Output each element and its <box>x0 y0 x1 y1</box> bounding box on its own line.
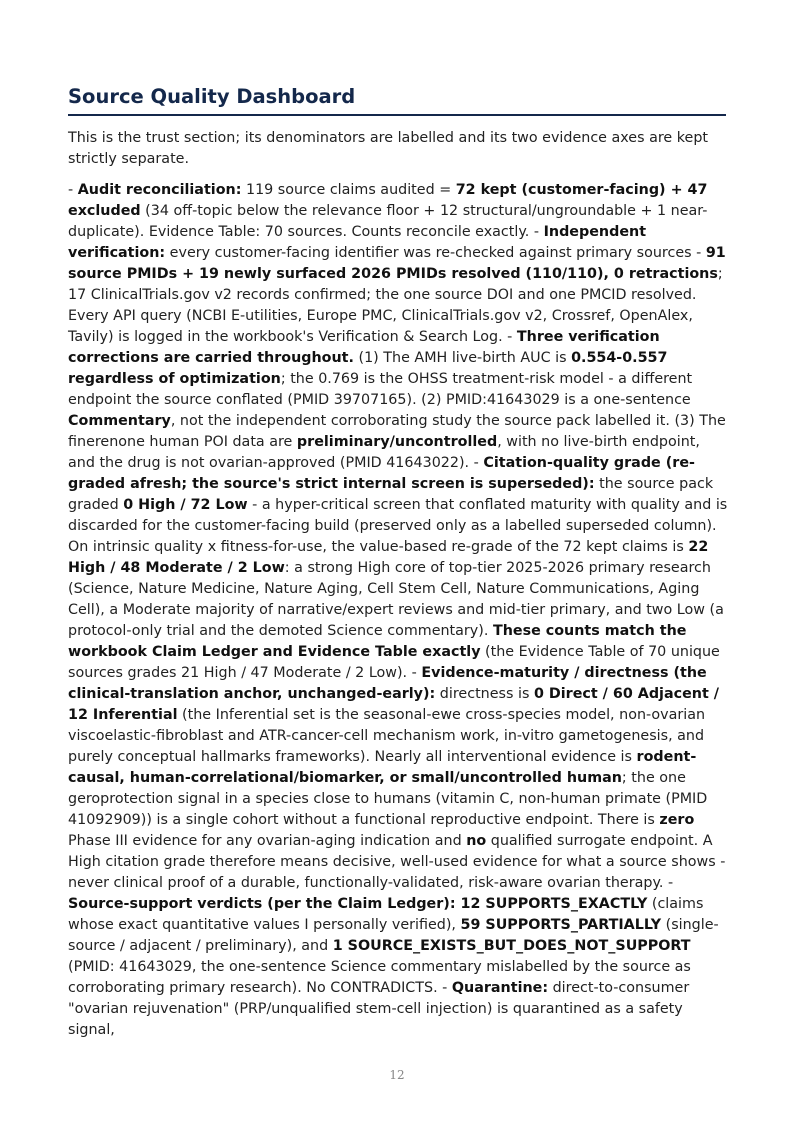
text-run: - <box>68 182 78 198</box>
bold-phrase: 22 High / 48 Moderate / 2 Low <box>68 539 709 576</box>
text-run: (claims whose exact quantitative values I personally verified), <box>68 896 704 933</box>
bold-phrase: Three verification corrections are carried throughout. <box>68 329 660 366</box>
bold-phrase: zero <box>659 812 695 828</box>
text-run: (single-source / adjacent / preliminary), and <box>68 917 719 954</box>
page-number: 12 <box>389 1068 405 1082</box>
bold-phrase: Citation-quality grade (re-graded afresh; the source's strict internal screen is superseded): <box>68 455 695 492</box>
body-paragraph <box>68 180 728 1041</box>
text-run: ; the one geroprotection signal in a species close to humans (vitamin C, non-human primate (PMID 41092909)) is a single cohort without a functional reproductive endpoint. There is <box>68 770 708 828</box>
text-run: , not the independent corroborating study the source pack labelled it. (3) The finerenone human POI data are <box>68 413 726 450</box>
bold-phrase: 0 Direct / 60 Adjacent / 12 Inferential <box>68 686 719 723</box>
text-run: (34 off-topic below the relevance floor + 12 structural/ungroundable + 1 near-duplicate). Evidence Table: 70 sources. Counts reconcile exactly. - <box>68 203 708 240</box>
text-run: (the Inferential set is the seasonal-ewe cross-species model, non-ovarian viscoelastic-fibroblast and ATR-cancer-cell mechanism work, in-vitro gametogenesis, and purely conceptual hallmarks frameworks). Nearly all interventional evidence is <box>68 707 706 765</box>
bold-phrase: 59 SUPPORTS_PARTIALLY <box>460 917 662 933</box>
text-run: : a strong High core of top-tier 2025-2026 primary research (Science, Nature Medicine, Nature Aging, Cell Stem Cell, Nature Communications, Aging Cell), a Moderate majority of narrative/expert reviews and mid-tier primary, and two Low (a protocol-only trial and the demoted Science commentary). <box>68 560 724 639</box>
bold-phrase: preliminary/uncontrolled <box>296 434 498 450</box>
text-run: directness is <box>435 686 534 702</box>
bold-phrase: no <box>466 833 487 849</box>
bold-phrase: 72 kept (customer-facing) + 47 excluded <box>68 182 708 219</box>
bold-phrase: Source-support verdicts (per the Claim Ledger): 12 SUPPORTS_EXACTLY <box>68 896 648 912</box>
bold-phrase: Audit reconciliation: <box>77 182 242 198</box>
bold-phrase: 0.554-0.557 regardless of optimization <box>68 350 668 387</box>
text-run: (1) The AMH live-birth AUC is <box>353 350 572 366</box>
bold-phrase: rodent-causal, human-correlational/biomarker, or small/uncontrolled human <box>68 749 697 786</box>
text-run: direct-to-consumer "ovarian rejuvenation" (PRP/unqualified stem-cell injection) is quarantined as a safety signal, <box>68 980 690 1038</box>
text-run: (PMID: 41643029, the one-sentence Science commentary mislabelled by the source as corroborating primary research). No CONTRADICTS. - <box>68 959 691 996</box>
text-run: - a hyper-critical screen that conflated maturity with quality and is discarded for the customer-facing build (preserved only as a labelled superseded column). On intrinsic quality x fitness-for-use, the value-based re-grade of the 72 kept claims is <box>68 497 728 555</box>
text-run: 119 source claims audited = <box>241 182 456 198</box>
bold-phrase: 1 SOURCE_EXISTS_BUT_DOES_NOT_SUPPORT <box>332 938 691 954</box>
text-run: the source pack graded <box>68 476 714 513</box>
bold-phrase: These counts match the workbook Claim Ledger and Evidence Table exactly <box>68 623 687 660</box>
bold-phrase: Commentary <box>68 413 171 429</box>
text-run: ; the 0.769 is the OHSS treatment-risk model - a different endpoint the source conflated (PMID 39707165). (2) PMID:41643029 is a one-sentence <box>68 371 693 408</box>
bold-phrase: 0 High / 72 Low <box>123 497 248 513</box>
intro-paragraph: This is the trust section; its denominators are labelled and its two evidence axes are kept strictly separate. <box>68 130 709 167</box>
text-run: ; 17 ClinicalTrials.gov v2 records confirmed; the one source DOI and one PMCID resolved. Every API query (NCBI E-utilities, Europe PMC, ClinicalTrials.gov v2, Crossref, OpenAlex, Tavily) is logged in the workbook's Verification & Search Log. - <box>68 266 723 345</box>
text-run: qualified surrogate endpoint. A High citation grade therefore means decisive, well-used evidence for what a source shows - never clinical proof of a durable, functionally-validated, risk-aware ovarian therapy. - <box>68 833 726 891</box>
text-run: , with no live-birth endpoint, and the drug is not ovarian-approved (PMID 41643022). - <box>68 434 700 471</box>
page-title: Source Quality Dashboard <box>68 85 356 108</box>
bold-phrase: Evidence-maturity / directness (the clinical-translation anchor, unchanged-early): <box>68 665 707 702</box>
text-run: every customer-facing identifier was re-checked against primary sources - <box>165 245 706 261</box>
bold-phrase: Quarantine: <box>451 980 549 996</box>
text-run: (the Evidence Table of 70 unique sources grades 21 High / 47 Moderate / 2 Low). - <box>68 644 720 681</box>
text-run: Phase III evidence for any ovarian-aging indication and <box>68 833 467 849</box>
bold-phrase: Independent verification: <box>68 224 647 261</box>
title-underline <box>68 114 726 116</box>
bold-phrase: 91 source PMIDs + 19 newly surfaced 2026 PMIDs resolved (110/110), 0 retractions <box>68 245 726 282</box>
